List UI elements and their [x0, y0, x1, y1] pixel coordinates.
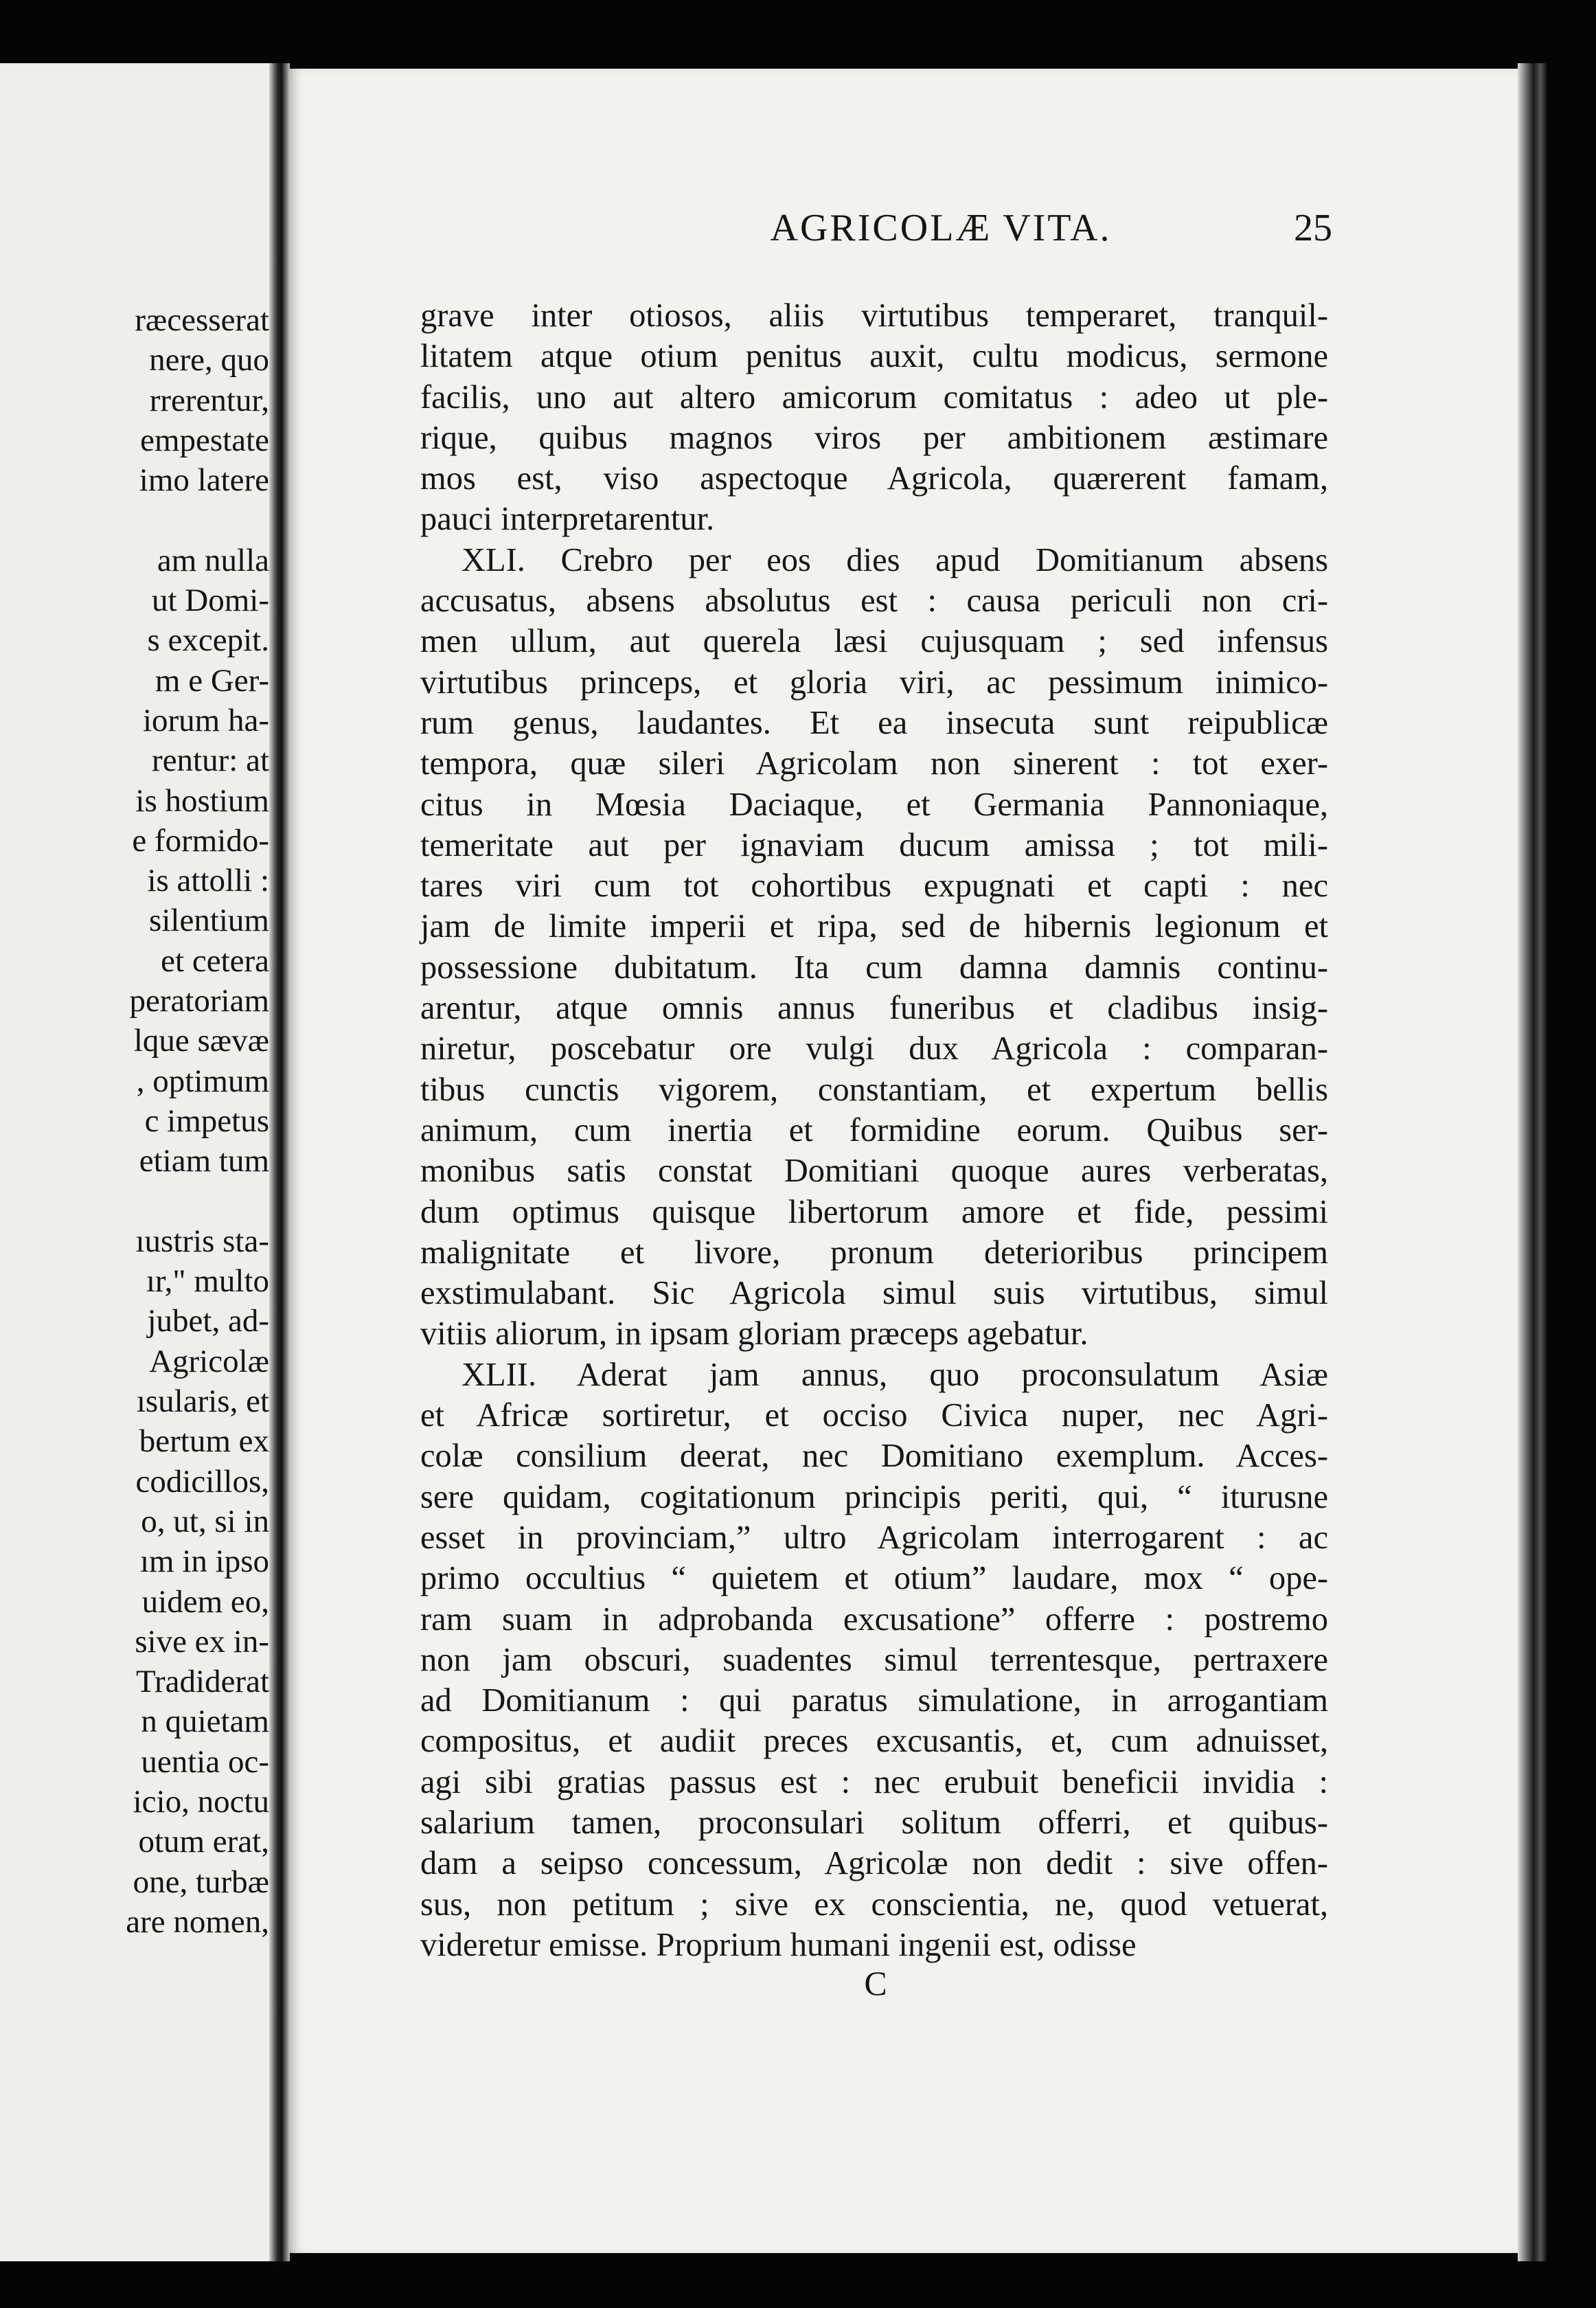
left-page-line: lque sævæ	[133, 1023, 269, 1059]
left-page-line: etiam tum	[139, 1143, 269, 1179]
text-line: et Africæ sortiretur, et occiso Civica nuper, nec Agri-	[420, 1397, 1328, 1434]
text-line: videretur emisse. Proprium humani ingenii est, odisse	[420, 1926, 1137, 1963]
text-line: possessione dubitatum. Ita cum damna damnis continu-	[420, 949, 1328, 986]
text-line: XLII. Aderat jam annus, quo proconsulatum Asiæ	[461, 1356, 1328, 1393]
text-line: tares viri cum tot cohortibus expugnati et capti : nec	[420, 868, 1328, 905]
body-text	[420, 295, 1328, 1965]
text-line: animum, cum inertia et formidine eorum. Quibus ser-	[420, 1111, 1328, 1149]
left-page-line: et cetera	[161, 942, 269, 979]
text-line: virtutibus princeps, et gloria viri, ac pessimum inimico-	[420, 664, 1328, 701]
text-line: jam de limite imperii et ripa, sed de hibernis legionum et	[420, 908, 1328, 945]
text-line: tibus cunctis vigorem, constantiam, et expertum bellis	[420, 1071, 1328, 1108]
left-page-line: ræcesserat	[135, 302, 269, 338]
left-page-line: e formido-	[132, 822, 269, 859]
text-line: rique, quibus magnos viros per ambitionem æstimare	[420, 419, 1328, 456]
page-edge	[1518, 63, 1547, 2261]
left-page-line: is attolli :	[147, 863, 269, 899]
left-page-line: uentia oc-	[141, 1743, 269, 1780]
text-line: malignitate et livore, pronum deterioribus principem	[420, 1234, 1328, 1271]
text-line: litatem atque otium penitus auxit, cultu modicus, sermone	[420, 338, 1328, 375]
text-line: facilis, uno aut altero amicorum comitatus : adeo ut ple-	[420, 378, 1328, 416]
left-page-line: rentur: at	[152, 743, 269, 779]
book-gutter	[269, 63, 290, 2261]
signature-mark: C	[864, 1964, 887, 2002]
left-page-line: ım in ipso	[139, 1543, 269, 1580]
left-page-line	[0, 500, 269, 540]
left-page-line: am nulla	[157, 542, 269, 578]
left-page-line: sive ex in-	[135, 1623, 269, 1660]
text-line: sus, non petitum ; sive ex conscientia, ne, quod vetuerat,	[420, 1886, 1328, 1923]
text-line: pauci interpretarentur.	[420, 501, 715, 538]
left-page-line: silentium	[149, 903, 269, 939]
text-line: exstimulabant. Sic Agricola simul suis virtutibus, simul	[420, 1275, 1328, 1312]
left-page-line: m e Ger-	[155, 662, 269, 699]
left-page-line: are nomen,	[126, 1903, 269, 1940]
left-page-fragment	[0, 63, 282, 2261]
text-line: salarium tamen, proconsulari solitum offerri, et quibus-	[420, 1804, 1328, 1841]
page-number: 25	[1294, 207, 1332, 249]
left-page-line: ısularis, et	[136, 1383, 269, 1420]
left-page-line: iorum ha-	[142, 702, 269, 738]
text-line: XLI. Crebro per eos dies apud Domitianum absens	[461, 541, 1328, 578]
text-line: agi sibi gratias passus est : nec erubuit beneficii invidia :	[420, 1763, 1328, 1800]
text-line: tempora, quæ sileri Agricolam non sinerent : tot exer-	[420, 745, 1328, 782]
text-line: dum optimus quisque libertorum amore et fide, pessimi	[420, 1193, 1328, 1230]
text-line: temeritate aut per ignaviam ducum amissa ; tot mili-	[420, 826, 1328, 863]
left-page-line: is hostium	[135, 782, 269, 819]
left-page-line: ır," multo	[146, 1263, 269, 1300]
left-page-line: o, ut, si in	[141, 1503, 269, 1539]
text-line: ad Domitianum : qui paratus simulatione, in arrogantiam	[420, 1682, 1328, 1719]
left-page-line: empestate	[140, 422, 269, 458]
left-page-line: rrerentur,	[149, 382, 269, 418]
running-head: AGRICOLÆ VITA.	[770, 207, 1112, 249]
left-page-line: uidem eo,	[141, 1583, 269, 1620]
text-line: grave inter otiosos, aliis virtutibus temperaret, tranquil-	[420, 297, 1328, 334]
left-page-line: peratoriam	[129, 983, 269, 1019]
left-page-line: bertum ex	[139, 1423, 269, 1460]
left-page-line: Agricolæ	[149, 1343, 269, 1379]
text-line: colæ consilium deerat, nec Domitiano exemplum. Acces-	[420, 1438, 1328, 1475]
text-line: citus in Mœsia Daciaque, et Germania Pannoniaque,	[420, 786, 1328, 823]
left-page-line: imo latere	[139, 462, 269, 499]
text-line: men ullum, aut querela læsi cujusquam ; sed infensus	[420, 623, 1328, 660]
left-page-line: icio, noctu	[133, 1783, 269, 1820]
left-page-line	[0, 1181, 269, 1221]
text-line: sere quidam, cogitationum principis periti, qui, “ iturusne	[420, 1478, 1328, 1515]
left-page-line: s excepit.	[147, 622, 269, 659]
text-line: ram suam in adprobanda excusatione” offerre : postremo	[420, 1600, 1328, 1638]
left-page-line: n quietam	[141, 1704, 269, 1740]
left-page-line: Tradiderat	[135, 1664, 269, 1700]
text-line: rum genus, laudantes. Et ea insecuta sunt reipublicæ	[420, 704, 1328, 741]
text-line: arentur, atque omnis annus funeribus et cladibus insig-	[420, 990, 1328, 1027]
left-page-text	[0, 300, 269, 1942]
text-line: compositus, et audiit preces excusantis, et, cum adnuisset,	[420, 1723, 1328, 1760]
left-page-line: codicillos,	[135, 1463, 269, 1500]
left-page-line: ut Domi-	[151, 582, 269, 619]
text-line: monibus satis constat Domitiani quoque aures verberatas,	[420, 1153, 1328, 1190]
text-line: niretur, poscebatur ore vulgi dux Agricola : comparan-	[420, 1030, 1328, 1067]
text-line: esset in provinciam,” ultro Agricolam interrogarent : ac	[420, 1519, 1328, 1556]
text-line: primo occultius “ quietem et otium” laudare, mox “ ope-	[420, 1560, 1328, 1597]
left-page-line: one, turbæ	[133, 1864, 269, 1900]
text-line: non jam obscuri, suadentes simul terrentesque, pertraxere	[420, 1641, 1328, 1678]
text-line: vitiis aliorum, in ipsam gloriam præceps agebatur.	[420, 1315, 1088, 1353]
left-page-line: c impetus	[144, 1102, 269, 1139]
left-page-line: jubet, ad-	[147, 1303, 269, 1339]
left-page-line: otum erat,	[138, 1824, 269, 1860]
left-page-line: ıustris sta-	[135, 1223, 269, 1259]
text-line: accusatus, absens absolutus est : causa periculi non cri-	[420, 582, 1328, 620]
left-page-line: , optimum	[136, 1063, 269, 1099]
text-line: dam a seipso concessum, Agricolæ non dedit : sive offen-	[420, 1845, 1328, 1882]
left-page-line: nere, quo	[149, 342, 269, 378]
text-line: mos est, viso aspectoque Agricola, quærerent famam,	[420, 460, 1328, 497]
